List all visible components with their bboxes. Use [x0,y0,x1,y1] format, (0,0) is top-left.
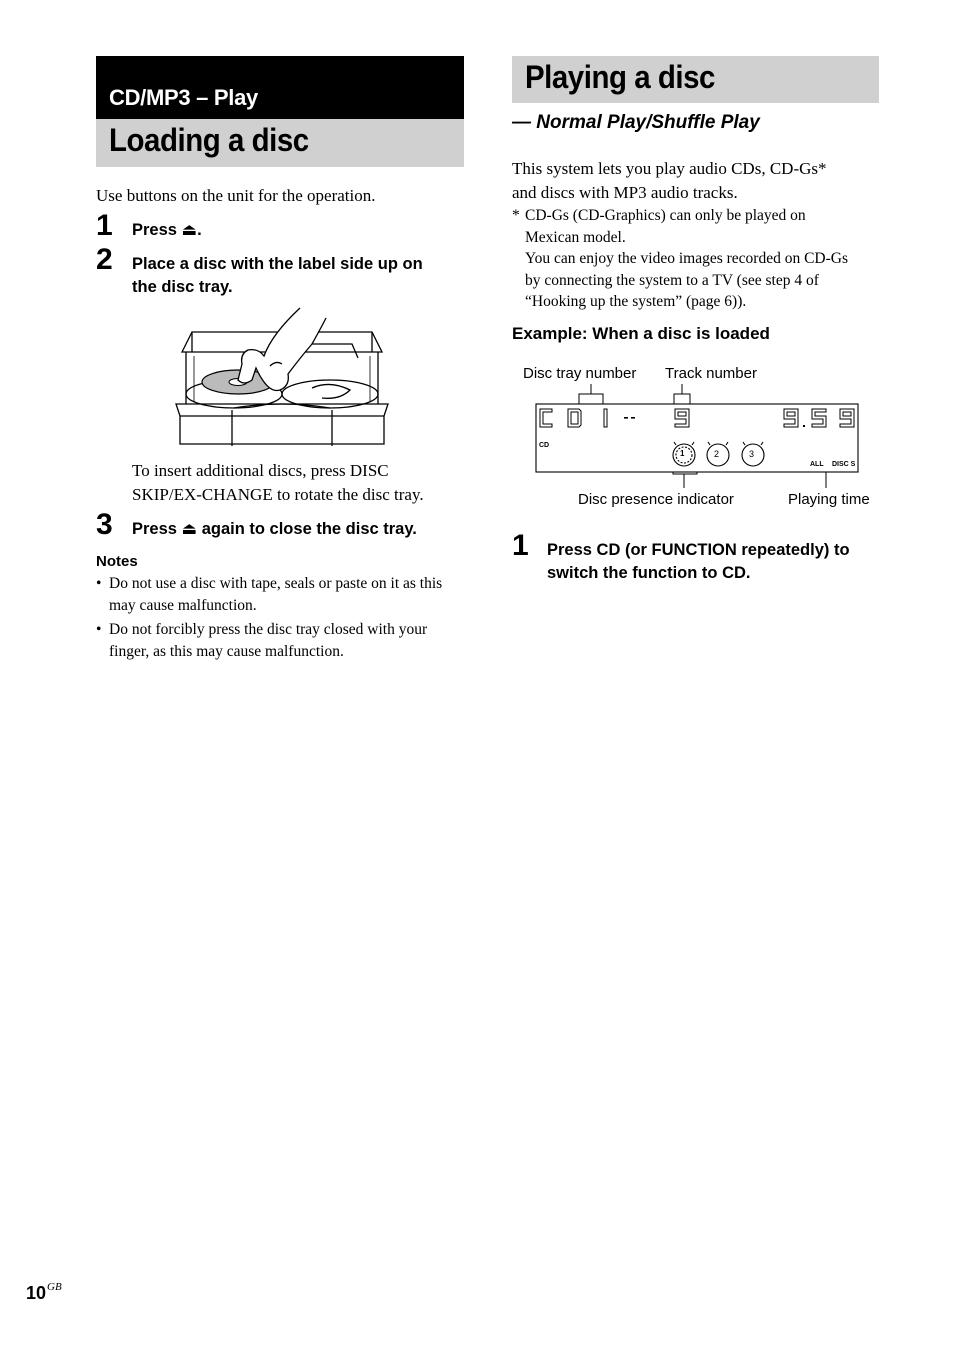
label-track-number: Track number [665,365,757,382]
notes-list [96,573,468,665]
page-suffix: GB [47,1281,62,1293]
disc-slot-number: 1 [680,449,685,458]
label-disc-tray-number: Disc tray number [523,365,637,382]
page-title-playing: Playing a disc [525,59,715,95]
insert-note: To insert additional discs, press DISC [132,461,389,480]
loading-title-box [96,119,464,167]
step-text: switch the function to CD. [547,564,751,582]
section-label: CD/MP3 – Play [109,85,258,110]
page-number-value: 10 [26,1283,47,1303]
page-title-loading: Loading a disc [109,122,309,158]
step-number: 1 [512,529,529,562]
step-text: Press ⏏. [132,221,202,239]
notes-heading: Notes [96,553,138,570]
disc-tray-illustration [172,304,392,450]
display-diagram [516,360,886,520]
label-playing-time: Playing time [788,491,870,508]
label-disc-presence-indicator: Disc presence indicator [578,491,734,508]
bullet: • [96,575,102,592]
list-item [96,619,468,662]
disc-slot-number: 3 [749,449,755,459]
footnote-line: CD-Gs (CD-Graphics) can only be played on [525,207,806,224]
cd-indicator: CD [539,442,550,449]
playing-intro: and discs with MP3 audio tracks. [512,183,738,202]
step-text: Place a disc with the label side up on [132,255,423,273]
note-line: finger, as this may cause malfunction. [109,642,344,660]
section-header [96,56,464,119]
step-number: 2 [96,243,113,276]
footnote-line: You can enjoy the video images recorded on CD-Gs [525,250,848,267]
footnote-line: “Hooking up the system” (page 6)). [525,293,747,310]
all-indicator: ALL [810,461,824,468]
insert-note: SKIP/EX-CHANGE to rotate the disc tray. [132,485,424,504]
footnote [512,205,884,313]
step-text: the disc tray. [132,278,233,296]
discs-indicator: DISC S [832,461,856,468]
disc-slot-number: 2 [714,449,720,459]
loading-intro: Use buttons on the unit for the operation. [96,186,376,205]
subtitle: — Normal Play/Shuffle Play [512,112,760,133]
playing-title-box [512,56,879,103]
footnote-line: Mexican model. [525,228,626,246]
step-number: 3 [96,508,113,541]
note-line: Do not use a disc with tape, seals or paste on it as this [109,575,443,592]
footnote-line: by connecting the system to a TV (see step 4 of [525,271,819,289]
step-text: Press CD (or FUNCTION repeatedly) to [547,541,850,559]
step-text: Press ⏏ again to close the disc tray. [132,520,417,538]
page-number [26,1283,62,1304]
note-line: Do not forcibly press the disc tray closed with your [109,621,428,638]
playing-intro: This system lets you play audio CDs, CD-Gs* [512,159,827,178]
note-line: may cause malfunction. [109,596,257,614]
example-heading: Example: When a disc is loaded [512,324,770,343]
display-panel [516,360,886,520]
footnote-marker: * [512,207,520,224]
bullet: • [96,621,102,638]
step-number: 1 [96,209,113,242]
list-item [96,573,468,616]
